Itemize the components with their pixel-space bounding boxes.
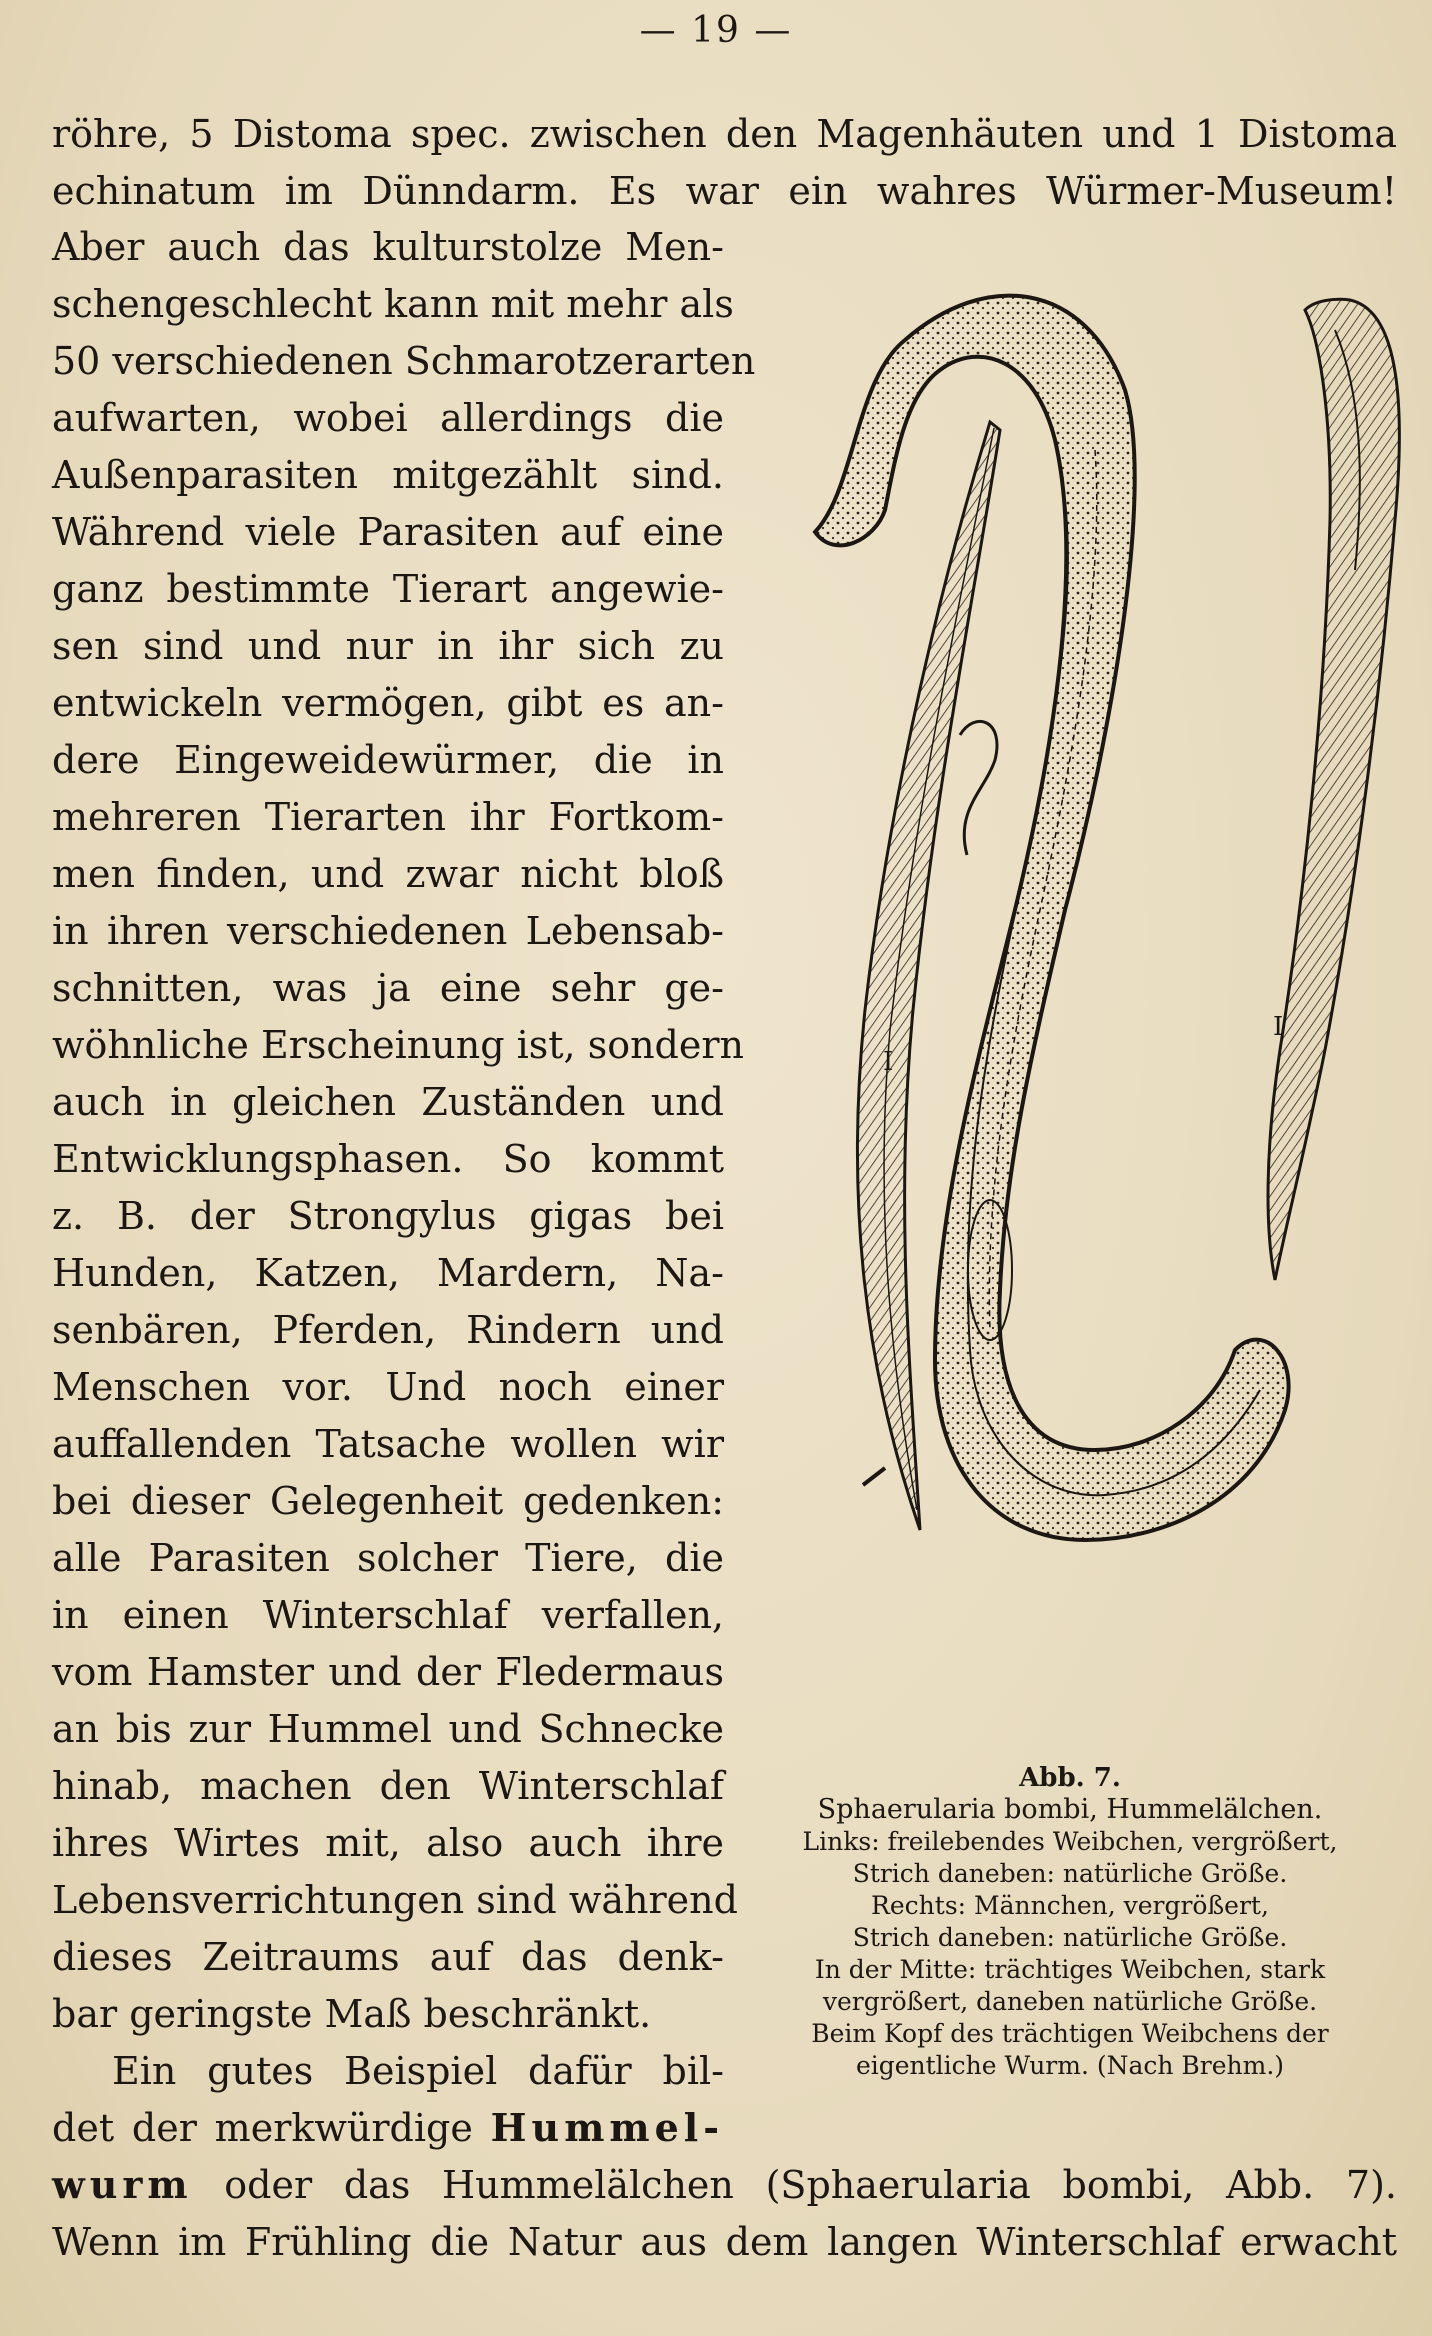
text-fragment: oder das Hummelälchen (Sphaerularia bombi, Abb. 7). bbox=[224, 2163, 1397, 2207]
text-line: 50 verschiedenen Schmarotzerarten bbox=[52, 339, 756, 383]
text-line: schnitten, was ja eine sehr ge- bbox=[52, 966, 724, 1010]
figure-caption bbox=[740, 1762, 1400, 2082]
text-line: Außenparasiten mitgezählt sind. bbox=[52, 453, 724, 497]
text-line: schengeschlecht kann mit mehr als bbox=[52, 282, 734, 326]
text-line: z. B. der Strongylus gigas bei bbox=[52, 1194, 724, 1238]
text-line: Aber auch das kulturstolze Men- bbox=[52, 225, 724, 269]
caption-line: In der Mitte: trächtiges Weibchen, stark bbox=[814, 1955, 1326, 1984]
text-line: entwickeln vermögen, gibt es an- bbox=[52, 681, 724, 725]
natural-size-stroke bbox=[960, 721, 997, 855]
worm-illustration bbox=[795, 270, 1415, 1750]
text-line: Lebensverrichtungen sind während bbox=[52, 1878, 738, 1922]
caption-line: vergrößert, daneben natürliche Größe. bbox=[822, 1987, 1318, 2016]
text-line: men finden, und zwar nicht bloß bbox=[52, 852, 724, 896]
male-worm-right bbox=[1268, 299, 1399, 1280]
emphasis-text: wurm bbox=[52, 2162, 193, 2207]
text-line: in ihren verschiedenen Lebensab- bbox=[52, 909, 724, 953]
text-line: hinab, machen den Winterschlaf bbox=[52, 1764, 724, 1808]
text-line: Hunden, Katzen, Mardern, Na- bbox=[52, 1251, 724, 1295]
caption-line: Beim Kopf des trächtigen Weibchens der bbox=[811, 2019, 1329, 2048]
text-line: bar geringste Maß beschränkt. bbox=[52, 1992, 652, 2036]
text-line: auffallenden Tatsache wollen wir bbox=[52, 1422, 724, 1466]
caption-line: Links: freilebendes Weibchen, vergrößert, bbox=[802, 1827, 1338, 1856]
text-line: aufwarten, wobei allerdings die bbox=[52, 396, 724, 440]
text-fragment: det der merkwürdige bbox=[52, 2106, 473, 2150]
caption-line: Strich daneben: natürliche Größe. bbox=[852, 1923, 1288, 1952]
natural-size-mark bbox=[863, 1468, 885, 1485]
text-line: vom Hamster und der Fledermaus bbox=[52, 1650, 724, 1694]
figure-label-right: I bbox=[1273, 1012, 1284, 1042]
text-line: senbären, Pferden, Rindern und bbox=[52, 1308, 724, 1352]
text-line bbox=[52, 2157, 1397, 2213]
text-line: ganz bestimmte Tierart angewie- bbox=[52, 567, 724, 611]
text-line: auch in gleichen Zuständen und bbox=[52, 1080, 724, 1124]
text-line bbox=[52, 2100, 724, 2156]
caption-line: Rechts: Männchen, vergrößert, bbox=[871, 1891, 1269, 1920]
text-line: dere Eingeweidewürmer, die in bbox=[52, 738, 724, 782]
caption-title: Abb. 7. bbox=[1019, 1763, 1121, 1793]
text-line: wöhnliche Erscheinung ist, sondern bbox=[52, 1023, 744, 1067]
text-line: mehreren Tierarten ihr Fortkom- bbox=[52, 795, 724, 839]
text-line: ihres Wirtes mit, also auch ihre bbox=[52, 1821, 724, 1865]
figure-label-left: I bbox=[883, 1047, 894, 1077]
text-line: alle Parasiten solcher Tiere, die bbox=[52, 1536, 724, 1580]
caption-line: Strich daneben: natürliche Größe. bbox=[852, 1859, 1288, 1888]
text-line: dieses Zeitraums auf das denk- bbox=[52, 1935, 724, 1979]
text-line: Während viele Parasiten auf eine bbox=[52, 510, 724, 554]
text-line: echinatum im Dünndarm. Es war ein wahres Würmer-Museum! bbox=[52, 169, 1397, 213]
text-line: in einen Winterschlaf verfallen, bbox=[52, 1593, 724, 1637]
text-line: Ein gutes Beispiel dafür bil- bbox=[112, 2049, 724, 2093]
text-line: Wenn im Frühling die Natur aus dem langen Winterschlaf erwacht bbox=[52, 2220, 1397, 2264]
text-line: an bis zur Hummel und Schnecke bbox=[52, 1707, 724, 1751]
text-line: röhre, 5 Distoma spec. zwischen den Magenhäuten und 1 Distoma bbox=[52, 112, 1397, 156]
text-line: bei dieser Gelegenheit gedenken: bbox=[52, 1479, 724, 1523]
text-line: Entwicklungsphasen. So kommt bbox=[52, 1137, 724, 1181]
text-line: sen sind und nur in ihr sich zu bbox=[52, 624, 724, 668]
emphasis-text: Hummel- bbox=[490, 2105, 724, 2150]
page-number: — 19 — bbox=[639, 10, 793, 51]
caption-line: eigentliche Wurm. (Nach Brehm.) bbox=[855, 2051, 1285, 2080]
caption-subtitle: Sphaerularia bombi, Hummelälchen. bbox=[817, 1794, 1323, 1825]
text-line: Menschen vor. Und noch einer bbox=[52, 1365, 724, 1409]
